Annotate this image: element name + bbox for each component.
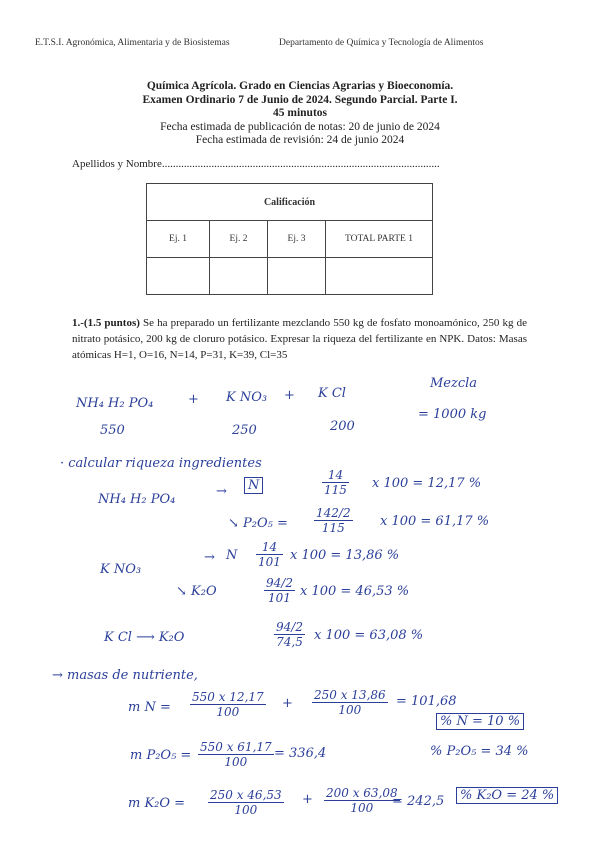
grade-cell-2 bbox=[210, 258, 268, 295]
title-line-1: Química Agrícola. Grado en Ciencias Agrarias y Bioeconomía. bbox=[146, 80, 454, 92]
hw-plus-a: + bbox=[282, 696, 293, 711]
grade-cell-1 bbox=[147, 258, 210, 295]
hw-frac-g5: $\frac{200 x 63,08}{100}$ bbox=[326, 786, 398, 815]
hw-frac-2: $\frac{142/2}{115}$ bbox=[316, 506, 351, 535]
grades-table bbox=[146, 183, 433, 295]
hw-arrow-1: → bbox=[216, 484, 227, 499]
hw-frac-g3: $\frac{550 x 61,17}{100}$ bbox=[200, 740, 272, 769]
hw-arrow-2: → bbox=[204, 550, 215, 565]
grades-col-1: Ej. 1 bbox=[147, 221, 210, 258]
grades-col-total: TOTAL PARTE 1 bbox=[326, 221, 433, 258]
hw-plus-1: + bbox=[188, 392, 199, 407]
grades-caption: Calificación bbox=[147, 184, 433, 221]
hw-plus-2: + bbox=[284, 388, 295, 403]
hw-nh4h2po4: NH₄ H₂ PO₄ bbox=[76, 396, 154, 411]
title-line-4: Fecha estimada de publicación de notas: 20 de junio de 2024 bbox=[160, 120, 440, 133]
hw-200: 200 bbox=[330, 419, 355, 434]
question-1-number: 1.-(1.5 puntos) bbox=[72, 317, 140, 329]
hw-calc-riqueza: · calcular riqueza ingredientes bbox=[60, 456, 262, 471]
hw-frac-5: $\frac{94/2}{74,5}$ bbox=[276, 620, 303, 649]
hw-frac-3-result: x 100 = 13,86 % bbox=[290, 548, 400, 563]
hw-mk-label: m K₂O = bbox=[128, 796, 186, 811]
hw-n-boxed: N bbox=[244, 478, 263, 493]
hw-masas-nutriente: → masas de nutriente, bbox=[52, 668, 198, 683]
hw-mk-result: = 242,5 bbox=[392, 794, 445, 809]
header-department: Departamento de Química y Tecnología de Alimentos bbox=[279, 38, 484, 48]
hw-frac-g1: $\frac{550 x 12,17}{100}$ bbox=[192, 690, 264, 719]
hw-kcl-label: K Cl ⟶ K₂O bbox=[104, 630, 185, 645]
hw-frac-3: $\frac{14}{101}$ bbox=[258, 540, 281, 569]
hw-n-2: N bbox=[226, 548, 238, 563]
hw-k2o: ↘ K₂O bbox=[176, 584, 217, 599]
title-line-5: Fecha estimada de revisión: 24 de junio 2024 bbox=[195, 134, 405, 146]
hw-nh4-label: NH₄ H₂ PO₄ bbox=[98, 492, 176, 507]
hw-plus-b: + bbox=[302, 792, 313, 807]
grades-col-2: Ej. 2 bbox=[210, 221, 268, 258]
grades-col-3: Ej. 3 bbox=[268, 221, 326, 258]
hw-frac-g2: $\frac{250 x 13,86}{100}$ bbox=[314, 688, 386, 717]
name-field: Apellidos y Nombre..................................................................................................... bbox=[72, 158, 440, 170]
hw-kno3: K NO₃ bbox=[226, 390, 268, 405]
question-1 bbox=[72, 315, 527, 363]
hw-550: 550 bbox=[100, 423, 125, 438]
header-school: E.T.S.I. Agronómica, Alimentaria y de Biosistemas bbox=[35, 38, 230, 48]
hw-frac-g4: $\frac{250 x 46,53}{100}$ bbox=[210, 788, 282, 817]
title-line-3: 45 minutos bbox=[273, 107, 327, 119]
hw-mp-result: = 336,4 bbox=[274, 746, 327, 761]
grade-cell-3 bbox=[268, 258, 326, 295]
title-line-2: Examen Ordinario 7 de Junio de 2024. Segundo Parcial. Parte I. bbox=[142, 93, 458, 106]
question-1-text: Se ha preparado un fertilizante mezclando 550 kg de fosfato monoamónico, 250 kg de nitrato potásico, 200 kg de cloruro potásico. Expresar la riqueza del fertilizante en NPK. Datos: Masas atómicas H=1, O=16, N=14, P=31, K=39, Cl=35 bbox=[72, 317, 527, 361]
grade-cell-total bbox=[326, 258, 433, 295]
hw-kno3-label: K NO₃ bbox=[100, 562, 142, 577]
hw-mezcla: Mezcla bbox=[430, 376, 478, 391]
hw-n-percent: % N = 10 % bbox=[436, 714, 524, 729]
exam-title bbox=[0, 80, 600, 148]
hw-total-mass: = 1000 kg bbox=[418, 407, 487, 422]
hw-frac-1: $\frac{14}{115}$ bbox=[324, 468, 347, 497]
hw-p2o5: ↘ P₂O₅ = bbox=[228, 516, 288, 531]
hw-frac-1-result: x 100 = 12,17 % bbox=[372, 476, 482, 491]
hw-p-percent: % P₂O₅ = 34 % bbox=[430, 744, 529, 759]
hw-k-percent: % K₂O = 24 % bbox=[456, 788, 558, 803]
hw-250: 250 bbox=[232, 423, 257, 438]
hw-mp-label: m P₂O₅ = bbox=[130, 748, 192, 763]
hw-frac-4-result: x 100 = 46,53 % bbox=[300, 584, 410, 599]
hw-mn-label: m N = bbox=[128, 700, 171, 715]
hw-frac-5-result: x 100 = 63,08 % bbox=[314, 628, 424, 643]
hw-frac-4: $\frac{94/2}{101}$ bbox=[266, 576, 293, 605]
hw-kcl: K Cl bbox=[318, 386, 346, 401]
hw-mn-result: = 101,68 bbox=[396, 694, 457, 709]
hw-frac-2-result: x 100 = 61,17 % bbox=[380, 514, 490, 529]
